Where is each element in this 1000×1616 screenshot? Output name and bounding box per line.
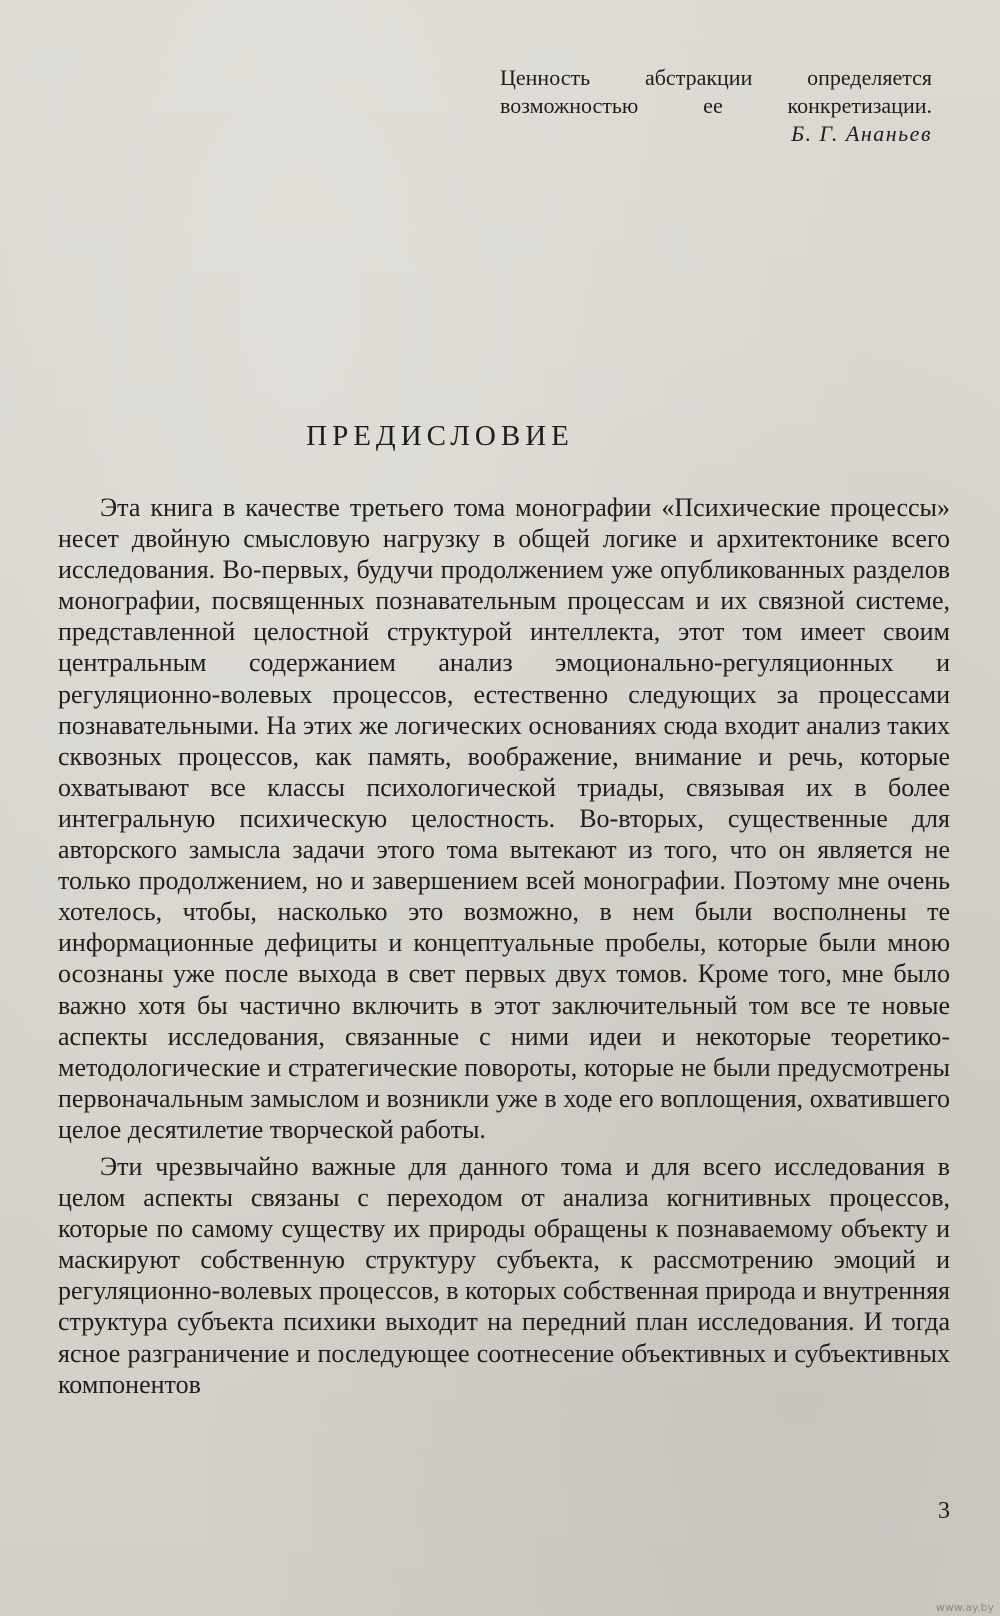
paragraph-1: Эта книга в качестве третьего тома монографии «Психические процессы» несет двойную смысловую нагрузку в общей логике и архитектонике всего исследования. Во-первых, будучи продолжением уже опубликованных разделов монографии, посвященных познавательным процессам и их связной системе, представленной целостной структурой интеллекта, этот том имеет своим центральным содержанием анализ эмоционально-регуляционных и регуляционно-волевых процессов, естественно следующих за процессами познавательными. На этих же логических основаниях сюда входит анализ таких сквозных процессов, как память, воображение, внимание и речь, которые охватывают все классы психологической триады, связывая их в более интегральную психическую целостность. Во-вторых, существенные для авторского замысла задачи этого тома вытекают из того, что он является не только продолжением, но и завершением всей монографии. Поэтому мне очень хотелось, чтобы, насколько это возможно, в нем были восполнены те информационные дефициты и концептуальные пробелы, которые были мною осознаны уже после выхода в свет первых двух томов. Кроме того, мне было важно хотя бы частично включить в этот заключительный том все те новые аспекты исследования, связанные с ними идеи и некоторые теоретико-методологические и стратегические повороты, которые не были предусмотрены первоначальным замыслом и возникли уже в ходе его воплощения, охватившего целое десятилетие творческой работы. xyxy=(58,493,950,1144)
epigraph-line-1: Ценность абстракции определяется xyxy=(500,65,932,90)
watermark: www.ay.by xyxy=(935,1601,994,1614)
epigraph-author: Б. Г. Ананьев xyxy=(791,121,932,146)
page-title: ПРЕДИСЛОВИЕ xyxy=(306,420,574,452)
epigraph-line-2: возможностью ее конкретизации. xyxy=(500,93,932,118)
body-text xyxy=(58,492,950,1400)
page-number: 3 xyxy=(938,1498,950,1524)
epigraph xyxy=(500,64,932,148)
paragraph-2: Эти чрезвычайно важные для данного тома и для всего исследования в целом аспекты связаны с переходом от анализа когнитивных процессов, которые по самому существу их природы обращены к познаваемому объекту и маскируют собственную структуру субъекта, к рассмотрению эмоций и регуляционно-волевых процессов, в которых собственная природа и внутренняя структура субъекта психики выходит на передний план исследования. И тогда ясное разграничение и последующее соотнесение объективных и субъективных компонентов xyxy=(58,1151,951,1399)
